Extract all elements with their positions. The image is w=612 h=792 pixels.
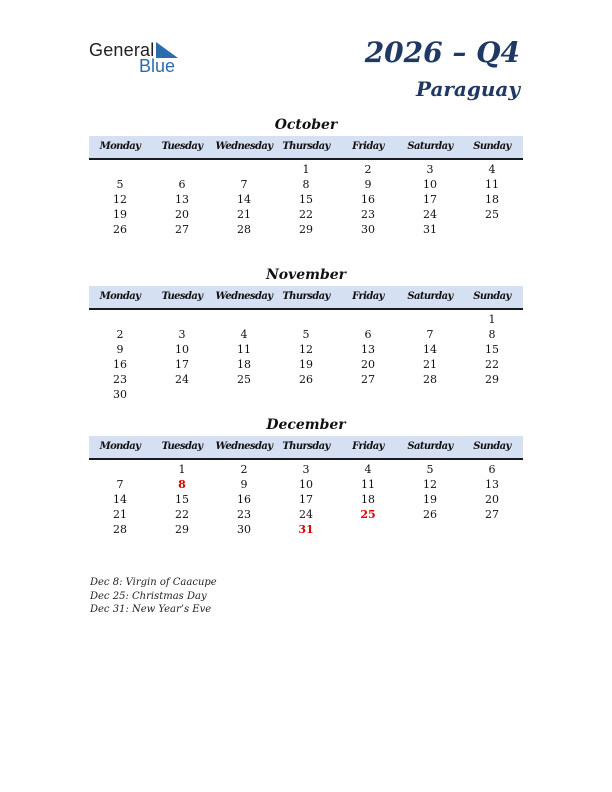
day-cell: 17 [175, 358, 189, 371]
weekday-label: Saturday [407, 441, 453, 452]
holiday-notes [90, 576, 217, 617]
day-cell: 31 [423, 223, 437, 236]
week-row [89, 522, 523, 537]
day-cell: 3 [178, 328, 186, 341]
month-title: December [266, 417, 346, 433]
week-row [89, 492, 523, 507]
day-cell: 9 [240, 478, 248, 491]
weekday-label: Monday [99, 291, 141, 302]
week-row [89, 177, 523, 192]
day-cell: 7 [116, 478, 124, 491]
day-cell: 16 [113, 358, 127, 371]
week-row [89, 162, 523, 177]
day-cell: 14 [113, 493, 127, 506]
weekday-label: Friday [352, 291, 384, 302]
day-cell: 3 [426, 163, 434, 176]
holiday-note: Dec 8: Virgin of Caacupe [90, 577, 217, 588]
day-cell [89, 462, 151, 477]
day-cell: 1 [488, 313, 496, 326]
day-cell [399, 312, 461, 327]
week-row [89, 462, 523, 477]
weekday-label: Friday [352, 441, 384, 452]
day-cell [399, 387, 461, 402]
day-cell: 11 [485, 178, 499, 191]
weekday-label: Thursday [282, 141, 330, 152]
day-cell: 7 [240, 178, 248, 191]
weekday-label: Saturday [407, 141, 453, 152]
day-cell: 21 [237, 208, 251, 221]
day-cell: 29 [299, 223, 313, 236]
week-row [89, 207, 523, 222]
day-cell: 13 [175, 193, 189, 206]
logo-text-general: General [89, 40, 155, 60]
day-cell [213, 162, 275, 177]
day-cell: 17 [299, 493, 313, 506]
day-cell [275, 387, 337, 402]
weekday-label: Monday [99, 141, 141, 152]
holiday-note: Dec 31: New Year’s Eve [90, 604, 212, 615]
logo [89, 40, 176, 76]
day-cell: 22 [175, 508, 189, 521]
day-cell: 20 [485, 493, 499, 506]
day-cell: 5 [116, 178, 124, 191]
day-cell: 4 [488, 163, 496, 176]
week-row [89, 327, 523, 342]
day-cell: 8 [302, 178, 310, 191]
day-cell: 23 [113, 373, 127, 386]
day-cell: 24 [423, 208, 437, 221]
day-cell: 19 [113, 208, 127, 221]
weekday-label: Tuesday [161, 141, 203, 152]
day-cell: 4 [364, 463, 372, 476]
day-cell: 12 [113, 193, 127, 206]
day-cell: 18 [237, 358, 251, 371]
day-cell: 2 [240, 463, 248, 476]
day-cell: 15 [175, 493, 189, 506]
day-cell: 20 [361, 358, 375, 371]
day-cell: 2 [364, 163, 372, 176]
day-cell: 12 [423, 478, 437, 491]
holiday-note: Dec 25: Christmas Day [90, 590, 207, 602]
day-cell: 28 [237, 223, 251, 236]
day-cell: 27 [361, 373, 375, 386]
day-cell: 5 [426, 463, 434, 476]
day-cell: 18 [361, 493, 375, 506]
day-cell: 5 [302, 328, 310, 341]
holiday-day-cell: 8 [178, 478, 186, 491]
day-cell: 10 [423, 178, 437, 191]
day-cell: 21 [113, 508, 127, 521]
month-grid [89, 310, 523, 402]
day-cell: 9 [116, 343, 124, 356]
weekday-label: Monday [99, 441, 141, 452]
country-name: Paraguay [415, 77, 520, 101]
day-cell: 10 [299, 478, 313, 491]
day-cell [399, 522, 461, 537]
weekday-label: Wednesday [215, 291, 273, 302]
day-cell: 27 [175, 223, 189, 236]
day-cell: 1 [178, 463, 186, 476]
day-cell: 30 [361, 223, 375, 236]
day-cell: 22 [485, 358, 499, 371]
day-cell: 9 [364, 178, 372, 191]
day-cell: 30 [113, 388, 127, 401]
week-row [89, 342, 523, 357]
day-cell: 29 [175, 523, 189, 536]
day-cell: 12 [299, 343, 313, 356]
month-october [89, 116, 523, 237]
week-row [89, 357, 523, 372]
day-cell: 15 [485, 343, 499, 356]
weekday-label: Tuesday [161, 291, 203, 302]
day-cell: 20 [175, 208, 189, 221]
holiday-day-cell: 31 [298, 523, 314, 536]
day-cell: 13 [485, 478, 499, 491]
weekday-label: Thursday [282, 441, 330, 452]
day-cell: 28 [113, 523, 127, 536]
day-cell [151, 162, 213, 177]
day-cell: 26 [423, 508, 437, 521]
holiday-day-cell: 25 [360, 508, 376, 521]
weekday-label: Thursday [282, 291, 330, 302]
day-cell: 11 [361, 478, 375, 491]
day-cell [461, 522, 523, 537]
month-title: October [274, 117, 338, 133]
day-cell: 7 [426, 328, 434, 341]
day-cell: 28 [423, 373, 437, 386]
month-november [89, 266, 523, 402]
logo-text-blue: Blue [139, 56, 176, 76]
month-title: November [265, 267, 347, 283]
day-cell [89, 162, 151, 177]
weekday-label: Sunday [473, 141, 511, 152]
day-cell [461, 222, 523, 237]
day-cell [337, 522, 399, 537]
weekday-label: Wednesday [215, 441, 273, 452]
day-cell: 6 [488, 463, 496, 476]
day-cell: 10 [175, 343, 189, 356]
day-cell: 25 [485, 208, 499, 221]
day-cell: 15 [299, 193, 313, 206]
day-cell [337, 387, 399, 402]
day-cell: 16 [361, 193, 375, 206]
week-row [89, 477, 523, 492]
page-title: 2026 – Q4 [364, 36, 520, 69]
day-cell: 23 [361, 208, 375, 221]
weekday-label: Friday [352, 141, 384, 152]
month-grid [89, 160, 523, 237]
day-cell [151, 387, 213, 402]
day-cell: 16 [237, 493, 251, 506]
day-cell: 27 [485, 508, 499, 521]
day-cell: 1 [302, 163, 310, 176]
day-cell [337, 312, 399, 327]
day-cell: 19 [299, 358, 313, 371]
day-cell: 24 [299, 508, 313, 521]
week-row [89, 192, 523, 207]
day-cell: 23 [237, 508, 251, 521]
day-cell: 6 [364, 328, 372, 341]
month-grid [89, 460, 523, 537]
day-cell: 24 [175, 373, 189, 386]
weekday-label: Sunday [473, 291, 511, 302]
day-cell: 3 [302, 463, 310, 476]
day-cell: 14 [423, 343, 437, 356]
weekday-header [89, 436, 523, 460]
day-cell: 13 [361, 343, 375, 356]
day-cell: 26 [113, 223, 127, 236]
day-cell: 17 [423, 193, 437, 206]
day-cell [151, 312, 213, 327]
weekday-header [89, 286, 523, 310]
day-cell: 14 [237, 193, 251, 206]
day-cell [213, 312, 275, 327]
week-row [89, 372, 523, 387]
day-cell: 11 [237, 343, 251, 356]
day-cell: 22 [299, 208, 313, 221]
day-cell [89, 312, 151, 327]
day-cell [461, 387, 523, 402]
week-row [89, 507, 523, 522]
day-cell [275, 312, 337, 327]
week-row [89, 222, 523, 237]
day-cell: 19 [423, 493, 437, 506]
day-cell: 30 [237, 523, 251, 536]
weekday-label: Tuesday [161, 441, 203, 452]
week-row [89, 312, 523, 327]
day-cell: 18 [485, 193, 499, 206]
weekday-label: Wednesday [215, 141, 273, 152]
day-cell: 25 [237, 373, 251, 386]
week-row [89, 387, 523, 402]
weekday-label: Sunday [473, 441, 511, 452]
day-cell: 4 [240, 328, 248, 341]
day-cell: 8 [488, 328, 496, 341]
day-cell: 29 [485, 373, 499, 386]
month-december [89, 416, 523, 537]
day-cell: 21 [423, 358, 437, 371]
weekday-label: Saturday [407, 291, 453, 302]
weekday-header [89, 136, 523, 160]
day-cell [213, 387, 275, 402]
day-cell: 2 [116, 328, 124, 341]
day-cell: 6 [178, 178, 186, 191]
day-cell: 26 [299, 373, 313, 386]
